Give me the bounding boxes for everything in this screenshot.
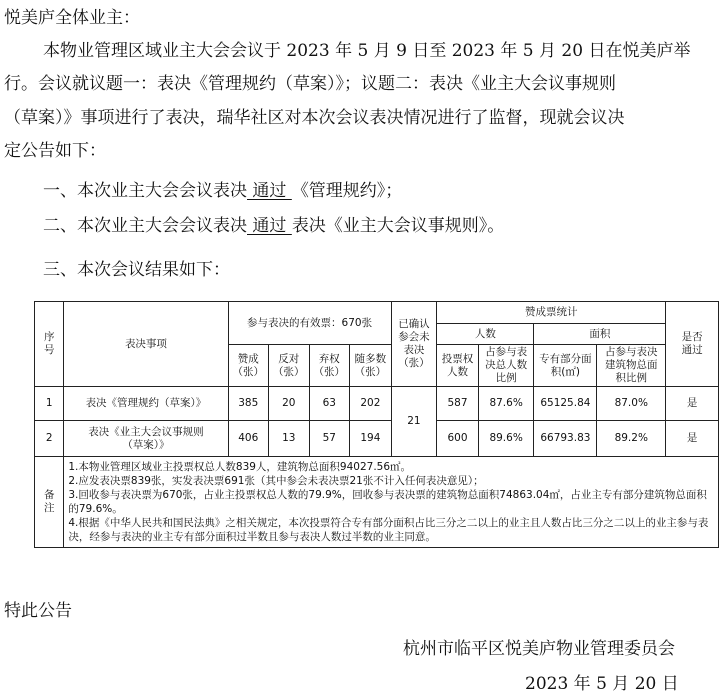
remark-1: 1.本物业管理区域业主投票权总人数839人，建筑物总面积94027.56㎡。	[68, 461, 412, 473]
row-item: 表决《管理规约（草案）》	[64, 387, 228, 421]
remarks-row	[35, 457, 719, 548]
remark-3: 3.回收参与表决票为670张，占业主投票权总人数的79.9%，回收参与表决票的建筑物总面积74863.04㎡，占业主专有部分建筑物总面积的79.6%。	[68, 489, 707, 515]
remark-2: 2.应发表决票839张，实发表决票691张（其中参会未表决票21张不计入任何表决意见）；	[68, 475, 484, 487]
header-count: 人数	[437, 324, 534, 345]
header-passed: 是否 通过	[666, 302, 719, 387]
row-passed: 是	[666, 421, 719, 457]
decision-item-1	[43, 181, 402, 201]
row-abstain: 57	[309, 421, 350, 457]
row-item: 表决《业主大会议事规则 （草案）》	[64, 421, 228, 457]
decision-item-1-result: 通过	[247, 181, 292, 201]
decision-item-1-suffix: 《管理规约》；	[291, 181, 403, 201]
header-agree: 赞成 （张）	[228, 345, 269, 387]
row-count: 600	[437, 421, 479, 457]
header-confirmed: 已确认 参会未 表决 （张）	[391, 302, 437, 387]
row-count-ratio: 87.6%	[478, 387, 534, 421]
row-oppose: 20	[269, 387, 310, 421]
decision-item-2	[43, 216, 504, 236]
header-valid-votes: 参与表决的有效票：670张	[228, 302, 391, 345]
paragraph-line-3: （草案）》事项进行了表决，瑞华社区对本次会议表决情况进行了监督，现就会议决	[4, 108, 625, 128]
header-oppose: 反对 （张）	[269, 345, 310, 387]
closing: 特此公告	[4, 601, 72, 621]
table-row	[35, 387, 719, 421]
paragraph-line-1: 本物业管理区域业主大会会议于 2023 年 5 月 9 日至 2023 年 5 月 20 日在悦美庐举	[43, 41, 691, 61]
row-seq: 2	[35, 421, 64, 457]
header-count-ratio: 占参与表 决总人数 比例	[478, 345, 534, 387]
decision-item-2-result: 通过	[247, 216, 292, 236]
header-item: 表决事项	[64, 302, 228, 387]
row-area-ratio: 87.0%	[597, 387, 666, 421]
row-agree: 406	[228, 421, 269, 457]
header-area-ratio: 占参与表决 建筑物总面 积比例	[597, 345, 666, 387]
remarks-content	[64, 457, 719, 548]
decision-item-3: 三、本次会议结果如下：	[43, 260, 230, 280]
row-abstain: 63	[309, 387, 350, 421]
row-area-ratio: 89.2%	[597, 421, 666, 457]
header-majority: 随多数 （张）	[350, 345, 392, 387]
row-majority: 194	[350, 421, 392, 457]
header-vote-count: 投票权 人数	[437, 345, 479, 387]
row-passed: 是	[666, 387, 719, 421]
paragraph-line-4: 定公告如下：	[4, 141, 106, 161]
decision-item-1-prefix: 一、本次业主大会会议表决	[43, 181, 247, 201]
row-seq: 1	[35, 387, 64, 421]
decision-item-2-prefix: 二、本次业主大会会议表决	[43, 216, 247, 236]
row-area: 65125.84	[534, 387, 597, 421]
results-table	[34, 301, 719, 548]
header-abstain: 弃权 （张）	[309, 345, 350, 387]
row-majority: 202	[350, 387, 392, 421]
table-row	[35, 421, 719, 457]
row-count: 587	[437, 387, 479, 421]
signature-date: 2023 年 5 月 20 日	[525, 674, 679, 694]
row-area: 66793.83	[534, 421, 597, 457]
signature-org: 杭州市临平区悦美庐物业管理委员会	[403, 639, 675, 659]
header-area: 面积	[534, 324, 666, 345]
decision-item-2-suffix: 表决《业主大会议事规则》。	[291, 216, 505, 236]
paragraph-line-2: 行。会议就议题一：表决《管理规约（草案）》；议题二：表决《业主大会议事规则	[4, 74, 616, 94]
salutation: 悦美庐全体业主：	[4, 8, 140, 28]
row-agree: 385	[228, 387, 269, 421]
remark-4: 4.根据《中华人民共和国民法典》之相关规定，本次投票符合专有部分面积占比三分之二以上的业主且人数占比三分之二以上的业主参与表决，经参与表决的业主专有部分面积过半数且参与表决人数过半数的业主同意。	[68, 517, 709, 543]
header-area-value: 专有部分面 积(㎡)	[534, 345, 597, 387]
row-count-ratio: 89.6%	[478, 421, 534, 457]
header-stats: 赞成票统计	[437, 302, 666, 324]
confirmed-value: 21	[391, 387, 437, 457]
remarks-label: 备 注	[35, 457, 64, 548]
row-oppose: 13	[269, 421, 310, 457]
header-seq: 序 号	[35, 302, 64, 387]
